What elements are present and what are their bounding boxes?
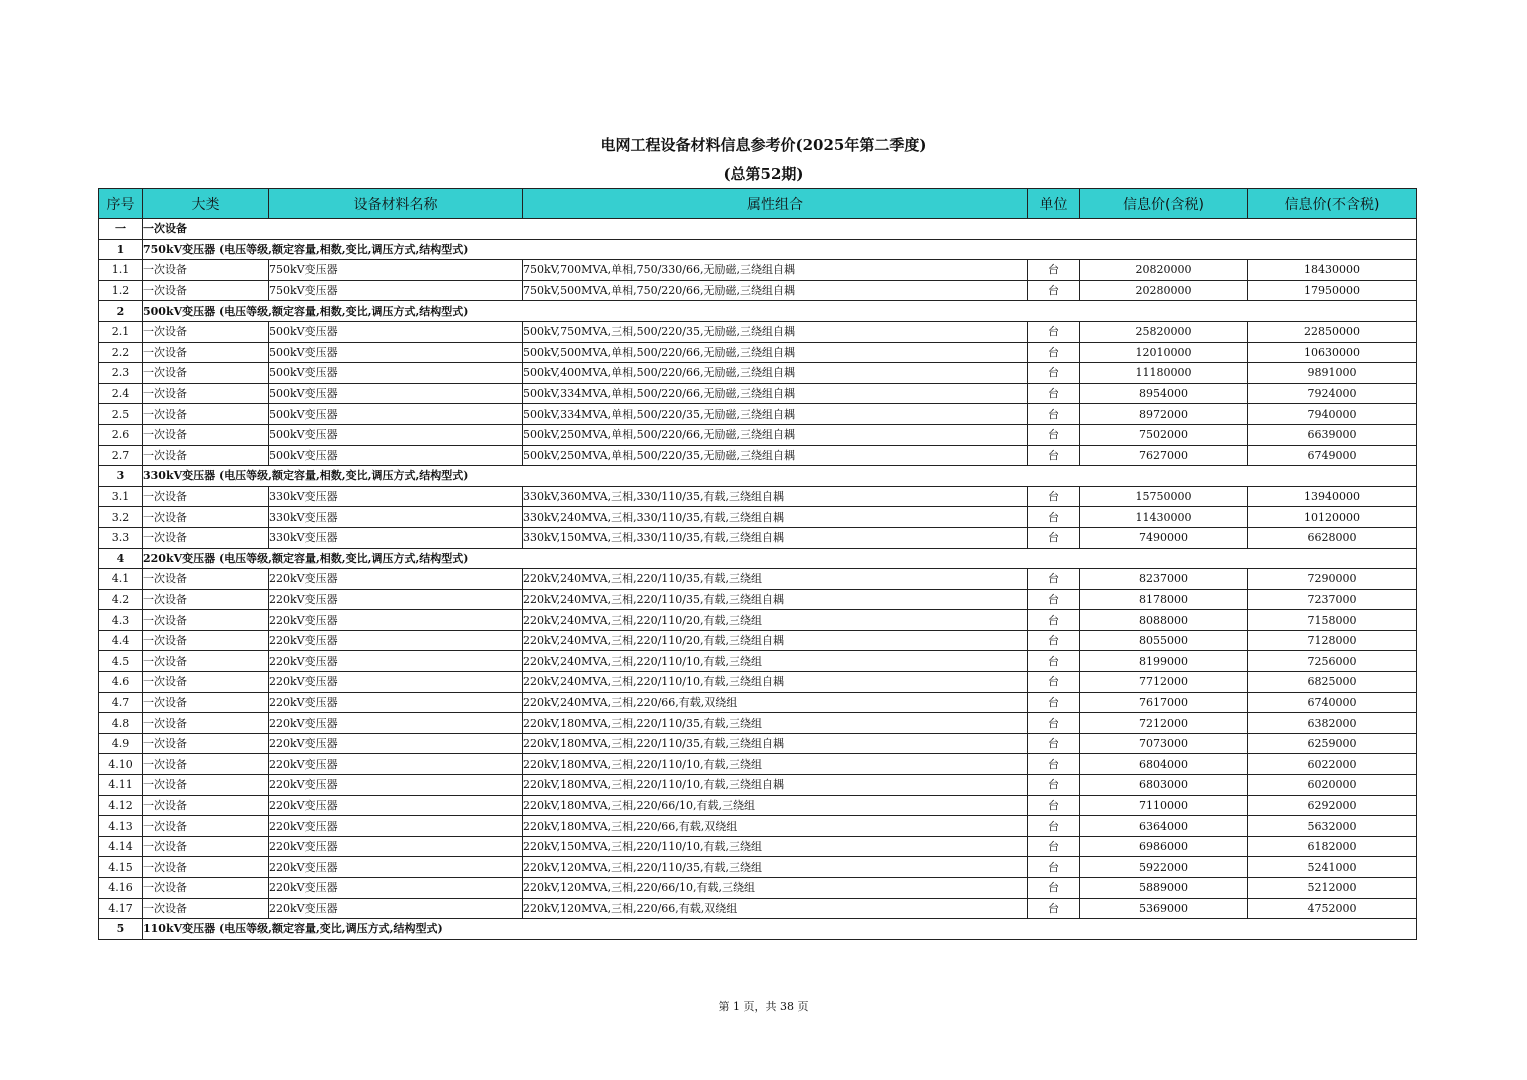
group-label: 750kV变压器 (电压等级,额定容量,相数,变比,调压方式,结构型式) bbox=[143, 239, 1417, 260]
row-unit: 台 bbox=[1028, 795, 1080, 816]
row-price-tax: 5369000 bbox=[1080, 898, 1248, 919]
group-label: 500kV变压器 (电压等级,额定容量,相数,变比,调压方式,结构型式) bbox=[143, 301, 1417, 322]
row-price-notax: 18430000 bbox=[1248, 260, 1417, 281]
row-number: 4.5 bbox=[99, 651, 143, 672]
row-unit: 台 bbox=[1028, 280, 1080, 301]
row-price-notax: 22850000 bbox=[1248, 321, 1417, 342]
row-category: 一次设备 bbox=[143, 754, 269, 775]
row-name: 220kV变压器 bbox=[269, 569, 523, 590]
row-unit: 台 bbox=[1028, 383, 1080, 404]
row-unit: 台 bbox=[1028, 878, 1080, 899]
table-row bbox=[99, 383, 1417, 404]
group-row bbox=[99, 301, 1417, 322]
row-name: 500kV变压器 bbox=[269, 363, 523, 384]
table-row bbox=[99, 486, 1417, 507]
row-price-notax: 5241000 bbox=[1248, 857, 1417, 878]
row-price-notax: 7237000 bbox=[1248, 589, 1417, 610]
row-price-tax: 7073000 bbox=[1080, 733, 1248, 754]
row-name: 220kV变压器 bbox=[269, 795, 523, 816]
row-price-notax: 7940000 bbox=[1248, 404, 1417, 425]
row-unit: 台 bbox=[1028, 507, 1080, 528]
row-attrs: 220kV,180MVA,三相,220/110/35,有载,三绕组 bbox=[523, 713, 1028, 734]
row-number: 4 bbox=[99, 548, 143, 569]
table-row bbox=[99, 630, 1417, 651]
row-price-notax: 6292000 bbox=[1248, 795, 1417, 816]
row-unit: 台 bbox=[1028, 486, 1080, 507]
group-label: 330kV变压器 (电压等级,额定容量,相数,变比,调压方式,结构型式) bbox=[143, 466, 1417, 487]
table-row bbox=[99, 280, 1417, 301]
row-name: 750kV变压器 bbox=[269, 260, 523, 281]
row-number: 4.1 bbox=[99, 569, 143, 590]
row-price-notax: 6825000 bbox=[1248, 672, 1417, 693]
table-row bbox=[99, 713, 1417, 734]
row-category: 一次设备 bbox=[143, 775, 269, 796]
row-unit: 台 bbox=[1028, 713, 1080, 734]
row-price-tax: 7627000 bbox=[1080, 445, 1248, 466]
row-attrs: 220kV,240MVA,三相,220/110/35,有载,三绕组自耦 bbox=[523, 589, 1028, 610]
group-row bbox=[99, 919, 1417, 940]
row-name: 220kV变压器 bbox=[269, 589, 523, 610]
row-price-notax: 6182000 bbox=[1248, 836, 1417, 857]
row-category: 一次设备 bbox=[143, 363, 269, 384]
row-number: 2.1 bbox=[99, 321, 143, 342]
row-attrs: 220kV,180MVA,三相,220/110/10,有载,三绕组自耦 bbox=[523, 775, 1028, 796]
row-price-notax: 6740000 bbox=[1248, 692, 1417, 713]
row-attrs: 750kV,500MVA,单相,750/220/66,无励磁,三绕组自耦 bbox=[523, 280, 1028, 301]
row-attrs: 330kV,150MVA,三相,330/110/35,有载,三绕组自耦 bbox=[523, 527, 1028, 548]
row-number: 4.12 bbox=[99, 795, 143, 816]
header-price-notax: 信息价(不含税) bbox=[1248, 189, 1417, 219]
row-number: 2 bbox=[99, 301, 143, 322]
group-row bbox=[99, 239, 1417, 260]
header-no: 序号 bbox=[99, 189, 143, 219]
row-unit: 台 bbox=[1028, 321, 1080, 342]
row-unit: 台 bbox=[1028, 692, 1080, 713]
row-price-tax: 25820000 bbox=[1080, 321, 1248, 342]
row-price-tax: 11430000 bbox=[1080, 507, 1248, 528]
row-name: 220kV变压器 bbox=[269, 857, 523, 878]
row-price-tax: 7617000 bbox=[1080, 692, 1248, 713]
row-category: 一次设备 bbox=[143, 342, 269, 363]
row-price-notax: 5212000 bbox=[1248, 878, 1417, 899]
row-price-tax: 6803000 bbox=[1080, 775, 1248, 796]
row-price-notax: 5632000 bbox=[1248, 816, 1417, 837]
row-unit: 台 bbox=[1028, 836, 1080, 857]
row-unit: 台 bbox=[1028, 445, 1080, 466]
row-name: 500kV变压器 bbox=[269, 404, 523, 425]
table-row bbox=[99, 795, 1417, 816]
row-unit: 台 bbox=[1028, 342, 1080, 363]
row-price-tax: 5889000 bbox=[1080, 878, 1248, 899]
row-name: 220kV变压器 bbox=[269, 816, 523, 837]
row-unit: 台 bbox=[1028, 857, 1080, 878]
row-price-tax: 6986000 bbox=[1080, 836, 1248, 857]
row-number: 4.13 bbox=[99, 816, 143, 837]
row-name: 330kV变压器 bbox=[269, 527, 523, 548]
row-name: 220kV变压器 bbox=[269, 898, 523, 919]
row-price-tax: 7110000 bbox=[1080, 795, 1248, 816]
table-row bbox=[99, 424, 1417, 445]
row-price-tax: 8954000 bbox=[1080, 383, 1248, 404]
row-price-tax: 15750000 bbox=[1080, 486, 1248, 507]
row-name: 220kV变压器 bbox=[269, 672, 523, 693]
row-unit: 台 bbox=[1028, 610, 1080, 631]
row-category: 一次设备 bbox=[143, 260, 269, 281]
table-row bbox=[99, 404, 1417, 425]
table-row bbox=[99, 816, 1417, 837]
group-row bbox=[99, 466, 1417, 487]
row-number: 5 bbox=[99, 919, 143, 940]
row-price-tax: 7502000 bbox=[1080, 424, 1248, 445]
row-category: 一次设备 bbox=[143, 610, 269, 631]
row-attrs: 500kV,750MVA,三相,500/220/35,无励磁,三绕组自耦 bbox=[523, 321, 1028, 342]
table-row bbox=[99, 527, 1417, 548]
row-price-tax: 11180000 bbox=[1080, 363, 1248, 384]
row-price-notax: 10120000 bbox=[1248, 507, 1417, 528]
header-unit: 单位 bbox=[1028, 189, 1080, 219]
row-number: 4.17 bbox=[99, 898, 143, 919]
row-category: 一次设备 bbox=[143, 589, 269, 610]
row-name: 500kV变压器 bbox=[269, 424, 523, 445]
row-number: 4.9 bbox=[99, 733, 143, 754]
row-category: 一次设备 bbox=[143, 404, 269, 425]
row-price-notax: 7128000 bbox=[1248, 630, 1417, 651]
row-name: 330kV变压器 bbox=[269, 486, 523, 507]
row-category: 一次设备 bbox=[143, 486, 269, 507]
row-category: 一次设备 bbox=[143, 424, 269, 445]
header-name: 设备材料名称 bbox=[269, 189, 523, 219]
table-row bbox=[99, 589, 1417, 610]
table-row bbox=[99, 260, 1417, 281]
row-number: 3.2 bbox=[99, 507, 143, 528]
row-price-notax: 6749000 bbox=[1248, 445, 1417, 466]
row-price-tax: 7490000 bbox=[1080, 527, 1248, 548]
row-number: 2.6 bbox=[99, 424, 143, 445]
table-row bbox=[99, 321, 1417, 342]
row-attrs: 220kV,180MVA,三相,220/110/35,有载,三绕组自耦 bbox=[523, 733, 1028, 754]
row-category: 一次设备 bbox=[143, 713, 269, 734]
row-unit: 台 bbox=[1028, 260, 1080, 281]
row-unit: 台 bbox=[1028, 816, 1080, 837]
row-number: 1 bbox=[99, 239, 143, 260]
row-name: 500kV变压器 bbox=[269, 383, 523, 404]
row-price-notax: 17950000 bbox=[1248, 280, 1417, 301]
row-category: 一次设备 bbox=[143, 692, 269, 713]
row-unit: 台 bbox=[1028, 754, 1080, 775]
row-category: 一次设备 bbox=[143, 569, 269, 590]
table-row bbox=[99, 569, 1417, 590]
row-number: 4.6 bbox=[99, 672, 143, 693]
row-category: 一次设备 bbox=[143, 672, 269, 693]
row-price-tax: 8972000 bbox=[1080, 404, 1248, 425]
row-unit: 台 bbox=[1028, 404, 1080, 425]
row-name: 220kV变压器 bbox=[269, 610, 523, 631]
row-number: 2.5 bbox=[99, 404, 143, 425]
table-row bbox=[99, 342, 1417, 363]
row-attrs: 220kV,240MVA,三相,220/110/35,有载,三绕组 bbox=[523, 569, 1028, 590]
row-category: 一次设备 bbox=[143, 733, 269, 754]
row-number: 4.11 bbox=[99, 775, 143, 796]
row-price-tax: 20820000 bbox=[1080, 260, 1248, 281]
row-attrs: 220kV,240MVA,三相,220/110/20,有载,三绕组 bbox=[523, 610, 1028, 631]
row-number: 1.1 bbox=[99, 260, 143, 281]
row-price-tax: 7212000 bbox=[1080, 713, 1248, 734]
row-number: 2.3 bbox=[99, 363, 143, 384]
table-row bbox=[99, 733, 1417, 754]
row-number: 4.3 bbox=[99, 610, 143, 631]
table-row bbox=[99, 692, 1417, 713]
row-price-tax: 8088000 bbox=[1080, 610, 1248, 631]
row-name: 220kV变压器 bbox=[269, 836, 523, 857]
row-attrs: 750kV,700MVA,单相,750/330/66,无励磁,三绕组自耦 bbox=[523, 260, 1028, 281]
table-body bbox=[99, 219, 1417, 940]
group-label: 220kV变压器 (电压等级,额定容量,相数,变比,调压方式,结构型式) bbox=[143, 548, 1417, 569]
row-attrs: 220kV,180MVA,三相,220/66,有载,双绕组 bbox=[523, 816, 1028, 837]
group-row bbox=[99, 219, 1417, 240]
row-name: 220kV变压器 bbox=[269, 651, 523, 672]
row-price-tax: 6364000 bbox=[1080, 816, 1248, 837]
row-attrs: 500kV,334MVA,单相,500/220/66,无励磁,三绕组自耦 bbox=[523, 383, 1028, 404]
row-price-notax: 10630000 bbox=[1248, 342, 1417, 363]
row-attrs: 220kV,120MVA,三相,220/66,有载,双绕组 bbox=[523, 898, 1028, 919]
row-price-notax: 7924000 bbox=[1248, 383, 1417, 404]
row-unit: 台 bbox=[1028, 527, 1080, 548]
row-attrs: 220kV,120MVA,三相,220/110/35,有载,三绕组 bbox=[523, 857, 1028, 878]
row-attrs: 220kV,240MVA,三相,220/110/10,有载,三绕组 bbox=[523, 651, 1028, 672]
row-price-notax: 6022000 bbox=[1248, 754, 1417, 775]
row-price-tax: 8199000 bbox=[1080, 651, 1248, 672]
price-table bbox=[98, 188, 1417, 940]
row-name: 220kV变压器 bbox=[269, 713, 523, 734]
row-name: 500kV变压器 bbox=[269, 321, 523, 342]
row-price-notax: 9891000 bbox=[1248, 363, 1417, 384]
row-name: 220kV变压器 bbox=[269, 775, 523, 796]
row-attrs: 500kV,250MVA,单相,500/220/66,无励磁,三绕组自耦 bbox=[523, 424, 1028, 445]
row-name: 330kV变压器 bbox=[269, 507, 523, 528]
row-number: 3.3 bbox=[99, 527, 143, 548]
row-number: 2.4 bbox=[99, 383, 143, 404]
row-number: 4.2 bbox=[99, 589, 143, 610]
row-number: 1.2 bbox=[99, 280, 143, 301]
row-category: 一次设备 bbox=[143, 878, 269, 899]
row-number: 4.10 bbox=[99, 754, 143, 775]
row-name: 500kV变压器 bbox=[269, 342, 523, 363]
row-price-notax: 6020000 bbox=[1248, 775, 1417, 796]
row-name: 220kV变压器 bbox=[269, 878, 523, 899]
row-price-tax: 12010000 bbox=[1080, 342, 1248, 363]
row-category: 一次设备 bbox=[143, 857, 269, 878]
row-number: 2.2 bbox=[99, 342, 143, 363]
row-number: 4.14 bbox=[99, 836, 143, 857]
row-category: 一次设备 bbox=[143, 321, 269, 342]
row-number: 3 bbox=[99, 466, 143, 487]
row-price-notax: 6259000 bbox=[1248, 733, 1417, 754]
group-row bbox=[99, 548, 1417, 569]
row-price-notax: 13940000 bbox=[1248, 486, 1417, 507]
row-number: 一 bbox=[99, 219, 143, 240]
row-price-notax: 7256000 bbox=[1248, 651, 1417, 672]
table-row bbox=[99, 672, 1417, 693]
row-category: 一次设备 bbox=[143, 836, 269, 857]
table-row bbox=[99, 610, 1417, 631]
row-price-tax: 7712000 bbox=[1080, 672, 1248, 693]
row-category: 一次设备 bbox=[143, 383, 269, 404]
row-name: 750kV变压器 bbox=[269, 280, 523, 301]
row-unit: 台 bbox=[1028, 363, 1080, 384]
header-attrs: 属性组合 bbox=[523, 189, 1028, 219]
header-price-tax: 信息价(含税) bbox=[1080, 189, 1248, 219]
row-price-tax: 20280000 bbox=[1080, 280, 1248, 301]
row-attrs: 220kV,240MVA,三相,220/66,有载,双绕组 bbox=[523, 692, 1028, 713]
row-unit: 台 bbox=[1028, 589, 1080, 610]
row-name: 220kV变压器 bbox=[269, 630, 523, 651]
row-name: 220kV变压器 bbox=[269, 733, 523, 754]
header-category: 大类 bbox=[143, 189, 269, 219]
table-row bbox=[99, 857, 1417, 878]
row-unit: 台 bbox=[1028, 672, 1080, 693]
group-label: 一次设备 bbox=[143, 219, 1417, 240]
row-price-notax: 4752000 bbox=[1248, 898, 1417, 919]
row-name: 220kV变压器 bbox=[269, 754, 523, 775]
row-category: 一次设备 bbox=[143, 507, 269, 528]
table-row bbox=[99, 836, 1417, 857]
table-header-row bbox=[99, 189, 1417, 219]
row-name: 500kV变压器 bbox=[269, 445, 523, 466]
table-row bbox=[99, 651, 1417, 672]
table-row bbox=[99, 363, 1417, 384]
table-row bbox=[99, 507, 1417, 528]
table-row bbox=[99, 445, 1417, 466]
row-unit: 台 bbox=[1028, 424, 1080, 445]
row-price-notax: 6639000 bbox=[1248, 424, 1417, 445]
row-unit: 台 bbox=[1028, 733, 1080, 754]
row-price-notax: 7290000 bbox=[1248, 569, 1417, 590]
table-row bbox=[99, 775, 1417, 796]
row-unit: 台 bbox=[1028, 775, 1080, 796]
row-unit: 台 bbox=[1028, 898, 1080, 919]
row-attrs: 330kV,360MVA,三相,330/110/35,有载,三绕组自耦 bbox=[523, 486, 1028, 507]
document-subtitle: (总第52期) bbox=[723, 165, 804, 183]
row-category: 一次设备 bbox=[143, 651, 269, 672]
row-attrs: 220kV,180MVA,三相,220/66/10,有载,三绕组 bbox=[523, 795, 1028, 816]
row-price-notax: 6628000 bbox=[1248, 527, 1417, 548]
row-number: 4.4 bbox=[99, 630, 143, 651]
table-row bbox=[99, 754, 1417, 775]
row-number: 4.16 bbox=[99, 878, 143, 899]
row-number: 3.1 bbox=[99, 486, 143, 507]
table-row bbox=[99, 898, 1417, 919]
row-number: 4.7 bbox=[99, 692, 143, 713]
row-attrs: 220kV,120MVA,三相,220/66/10,有载,三绕组 bbox=[523, 878, 1028, 899]
row-attrs: 500kV,334MVA,单相,500/220/35,无励磁,三绕组自耦 bbox=[523, 404, 1028, 425]
row-category: 一次设备 bbox=[143, 527, 269, 548]
row-category: 一次设备 bbox=[143, 445, 269, 466]
row-number: 4.15 bbox=[99, 857, 143, 878]
row-attrs: 220kV,240MVA,三相,220/110/20,有载,三绕组自耦 bbox=[523, 630, 1028, 651]
group-label: 110kV变压器 (电压等级,额定容量,变比,调压方式,结构型式) bbox=[143, 919, 1417, 940]
row-category: 一次设备 bbox=[143, 630, 269, 651]
row-attrs: 330kV,240MVA,三相,330/110/35,有载,三绕组自耦 bbox=[523, 507, 1028, 528]
row-category: 一次设备 bbox=[143, 816, 269, 837]
row-attrs: 220kV,150MVA,三相,220/110/10,有载,三绕组 bbox=[523, 836, 1028, 857]
row-attrs: 500kV,400MVA,单相,500/220/66,无励磁,三绕组自耦 bbox=[523, 363, 1028, 384]
row-attrs: 220kV,240MVA,三相,220/110/10,有载,三绕组自耦 bbox=[523, 672, 1028, 693]
page-footer: 第 1 页，共 38 页 bbox=[718, 1000, 809, 1013]
row-category: 一次设备 bbox=[143, 280, 269, 301]
row-category: 一次设备 bbox=[143, 795, 269, 816]
row-unit: 台 bbox=[1028, 630, 1080, 651]
row-attrs: 220kV,180MVA,三相,220/110/10,有载,三绕组 bbox=[523, 754, 1028, 775]
row-price-tax: 5922000 bbox=[1080, 857, 1248, 878]
row-price-tax: 8055000 bbox=[1080, 630, 1248, 651]
row-number: 4.8 bbox=[99, 713, 143, 734]
row-price-tax: 8178000 bbox=[1080, 589, 1248, 610]
document-title: 电网工程设备材料信息参考价(2025年第二季度) bbox=[600, 136, 927, 154]
row-unit: 台 bbox=[1028, 651, 1080, 672]
row-unit: 台 bbox=[1028, 569, 1080, 590]
row-attrs: 500kV,500MVA,单相,500/220/66,无励磁,三绕组自耦 bbox=[523, 342, 1028, 363]
row-attrs: 500kV,250MVA,单相,500/220/35,无励磁,三绕组自耦 bbox=[523, 445, 1028, 466]
row-price-tax: 8237000 bbox=[1080, 569, 1248, 590]
row-price-tax: 6804000 bbox=[1080, 754, 1248, 775]
row-category: 一次设备 bbox=[143, 898, 269, 919]
table-row bbox=[99, 878, 1417, 899]
row-price-notax: 7158000 bbox=[1248, 610, 1417, 631]
row-name: 220kV变压器 bbox=[269, 692, 523, 713]
row-price-notax: 6382000 bbox=[1248, 713, 1417, 734]
row-number: 2.7 bbox=[99, 445, 143, 466]
